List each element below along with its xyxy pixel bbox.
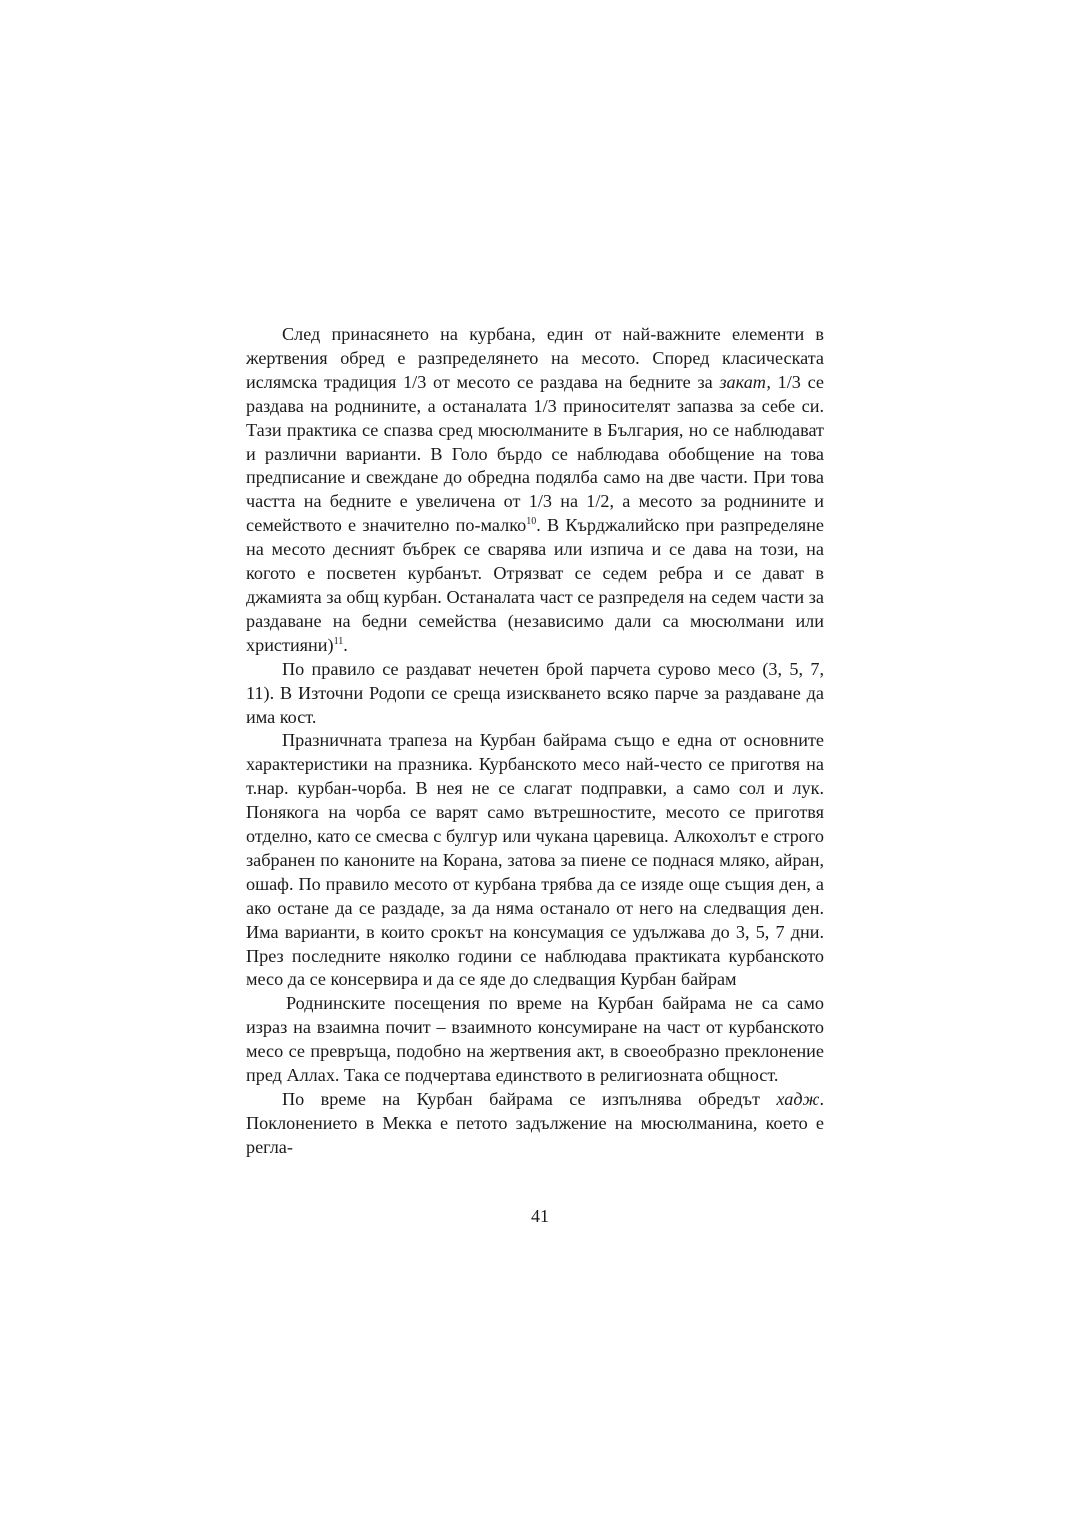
page-number: 41 — [531, 1206, 549, 1226]
text-run: След принасянето на курбана, един от най-важните елементи в жертвения обред е разпределянето на месото. Според класическата ислямска традиция 1/3 от месото се раздава на бедните за — [246, 324, 824, 392]
footnote-ref[interactable]: 11 — [333, 635, 344, 647]
text-run: . — [343, 634, 348, 655]
text-run: Празничната трапеза на Курбан байрама също е една от основните характеристики на празника. Курбанското месо най-често се приготвя на т.нар. курбан-чорба. В нея не се слагат подправки, а само сол и лук. Понякога на чорба се варят само вътрешностите, месото се приготвя отделно, като се смесва с булгур или чукана царевица. Алкохолът е строго забранен по каноните на Корана, затова за пиене се поднася мляко, айран, ошаф. По правило месото от курбана трябва да се изяде още същия ден, а ако остане да се раздаде, за да няма останало от него на следващия ден. Има варианти, в които срокът на консумация се удължава до 3, 5, 7 дни. През последните няколко години се наблюдава практиката курбанското месо да се консервира и да се яде до следващия Курбан байрам — [246, 730, 824, 990]
paragraph — [246, 992, 824, 1088]
text-run: По време на Курбан байрама се изпълнява обредът — [282, 1089, 777, 1109]
text-run: . В Кърджалийско при разпределяне на месото десният бъбрек се сварява или изпича и се дава на този, на когото е посветен курбанът. Отрязват се седем ребра и се дават в джамията за общ курбан. Останалата част се разпределя на седем части за раздаване на бедни семейства (независимо дали са мюсюлмани или християни) — [246, 515, 824, 655]
paragraph — [246, 729, 824, 992]
text-run: . Поклонението в Мекка е петото задължение на мюсюлманина, което е регла- — [246, 1089, 824, 1157]
italic-term-hajj: хадж — [776, 1089, 820, 1109]
paragraph — [246, 1088, 824, 1160]
text-run: Роднинските посещения по време на Курбан байрама не са само израз на взаимна почит – взаимното консумиране на част от курбанското месо се превръща, подобно на жертвения акт, в своеобразно преклонение пред Аллах. Така се подчертава единството в религиозната общност. — [246, 993, 824, 1086]
paragraph — [246, 658, 824, 730]
body-text — [246, 323, 824, 1160]
text-run: 1/3 се раздава на роднините, а останалата 1/3 приносителят запазва за себе си. Тази практика се спазва сред мюсюлманите в България, но се наблюдават и различни варианти. В Голо бърдо се наблюдава обобщение на това предписание и свеждане до обредна подялба само на две части. При това частта на бедните е увеличена от 1/3 на 1/2, а месото за роднините и семейството е значително по-малко — [246, 371, 824, 536]
text-run: По правило се раздават нечетен брой парчета сурово месо (3, 5, 7, 11). В Източни Родопи се среща изискването всяко парче за раздаване да има кост. — [246, 658, 824, 727]
paragraph — [246, 323, 824, 658]
italic-term-zakat: закат, — [719, 371, 771, 392]
footnote-ref[interactable]: 10 — [526, 516, 537, 528]
